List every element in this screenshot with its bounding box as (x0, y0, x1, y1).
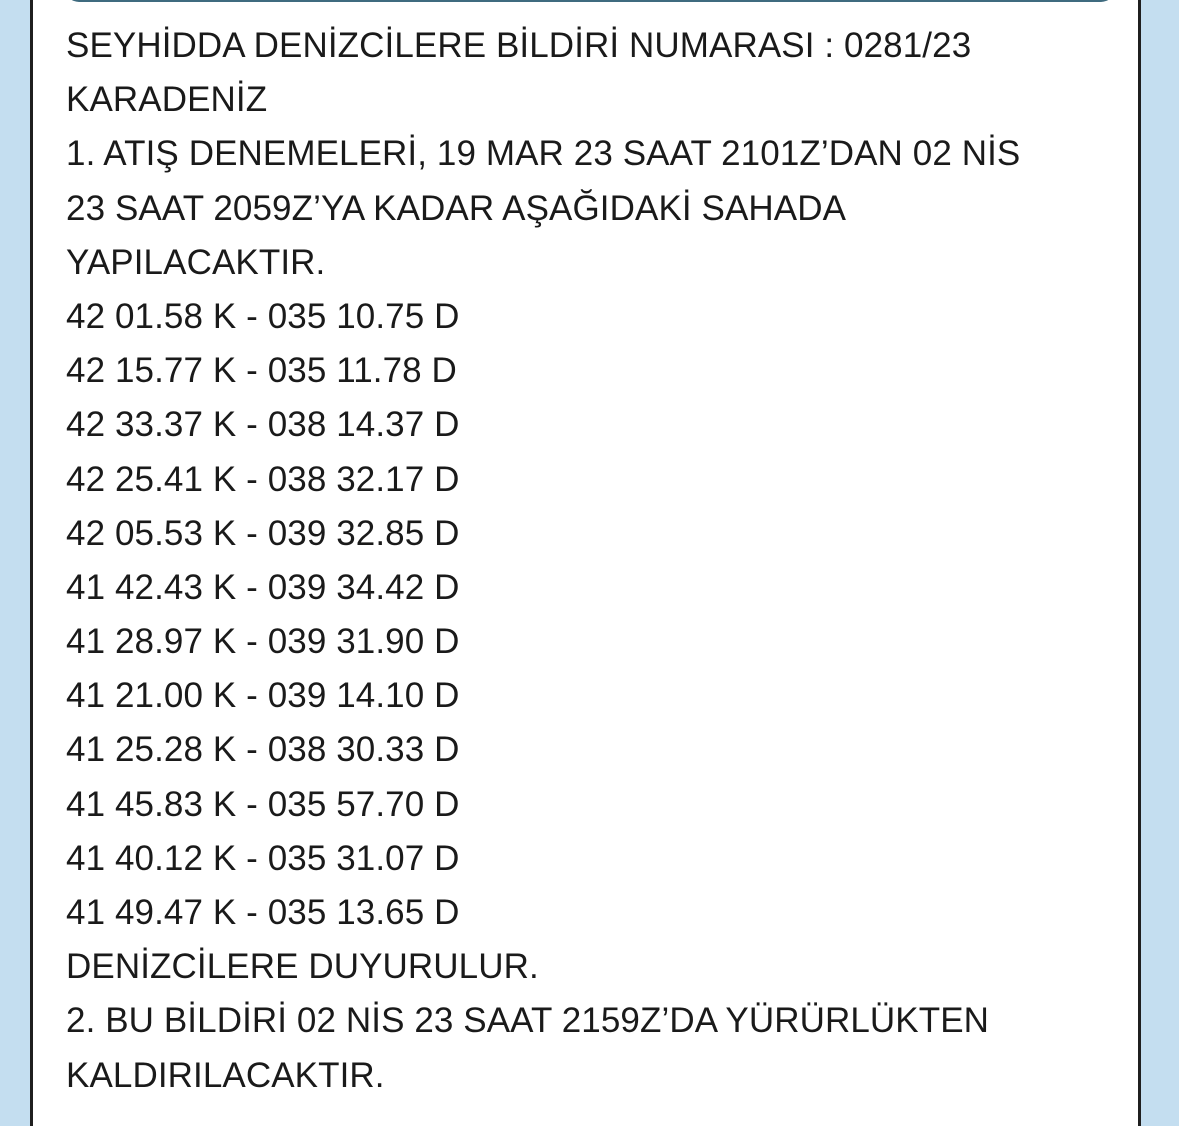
left-margin (0, 0, 30, 1111)
notice-title: SEYHİDDA DENİZCİLERE BİLDİRİ NUMARASI : 0281/23 (66, 26, 972, 65)
coordinate-line: 41 40.12 K - 035 31.07 D (66, 838, 460, 878)
coordinate-line: 41 49.47 K - 035 13.65 D (66, 893, 460, 932)
coordinate-line: 41 28.97 K - 039 31.90 D (66, 622, 460, 662)
notice-panel (30, 0, 1141, 1126)
item-2-line-1: 2. BU BİLDİRİ 02 NİS 23 SAAT 2159Z’DA YÜRÜRLÜKTEN (66, 1001, 990, 1041)
announcement-line: DENİZCİLERE DUYURULUR. (66, 947, 539, 987)
item-2-line-2: KALDIRILACAKTIR. (66, 1055, 385, 1095)
coordinate-line: 42 01.58 K - 035 10.75 D (66, 296, 460, 336)
item-1-line-2: 23 SAAT 2059Z’YA KADAR AŞAĞIDAKİ SAHADA (66, 188, 847, 228)
notice-text (66, 19, 1126, 1103)
coordinate-line: 41 21.00 K - 039 14.10 D (66, 676, 460, 716)
item-1-line-1: 1. ATIŞ DENEMELERİ, 19 MAR 23 SAAT 2101Z’DAN 02 NİS (66, 134, 1021, 174)
coordinate-line: 41 45.83 K - 035 57.70 D (66, 784, 460, 824)
coordinate-line: 42 15.77 K - 035 11.78 D (66, 351, 457, 391)
right-margin (1146, 0, 1179, 1111)
header-bar (65, 0, 1115, 2)
coordinate-line: 41 25.28 K - 038 30.33 D (66, 730, 460, 770)
coordinate-line: 42 25.41 K - 038 32.17 D (66, 459, 460, 499)
coordinate-line: 41 42.43 K - 039 34.42 D (66, 567, 460, 607)
coordinate-line: 42 05.53 K - 039 32.85 D (66, 513, 460, 553)
item-1-line-3: YAPILACAKTIR. (66, 242, 326, 282)
coordinate-line: 42 33.37 K - 038 14.37 D (66, 405, 460, 445)
notice-region: KARADENİZ (66, 80, 268, 120)
